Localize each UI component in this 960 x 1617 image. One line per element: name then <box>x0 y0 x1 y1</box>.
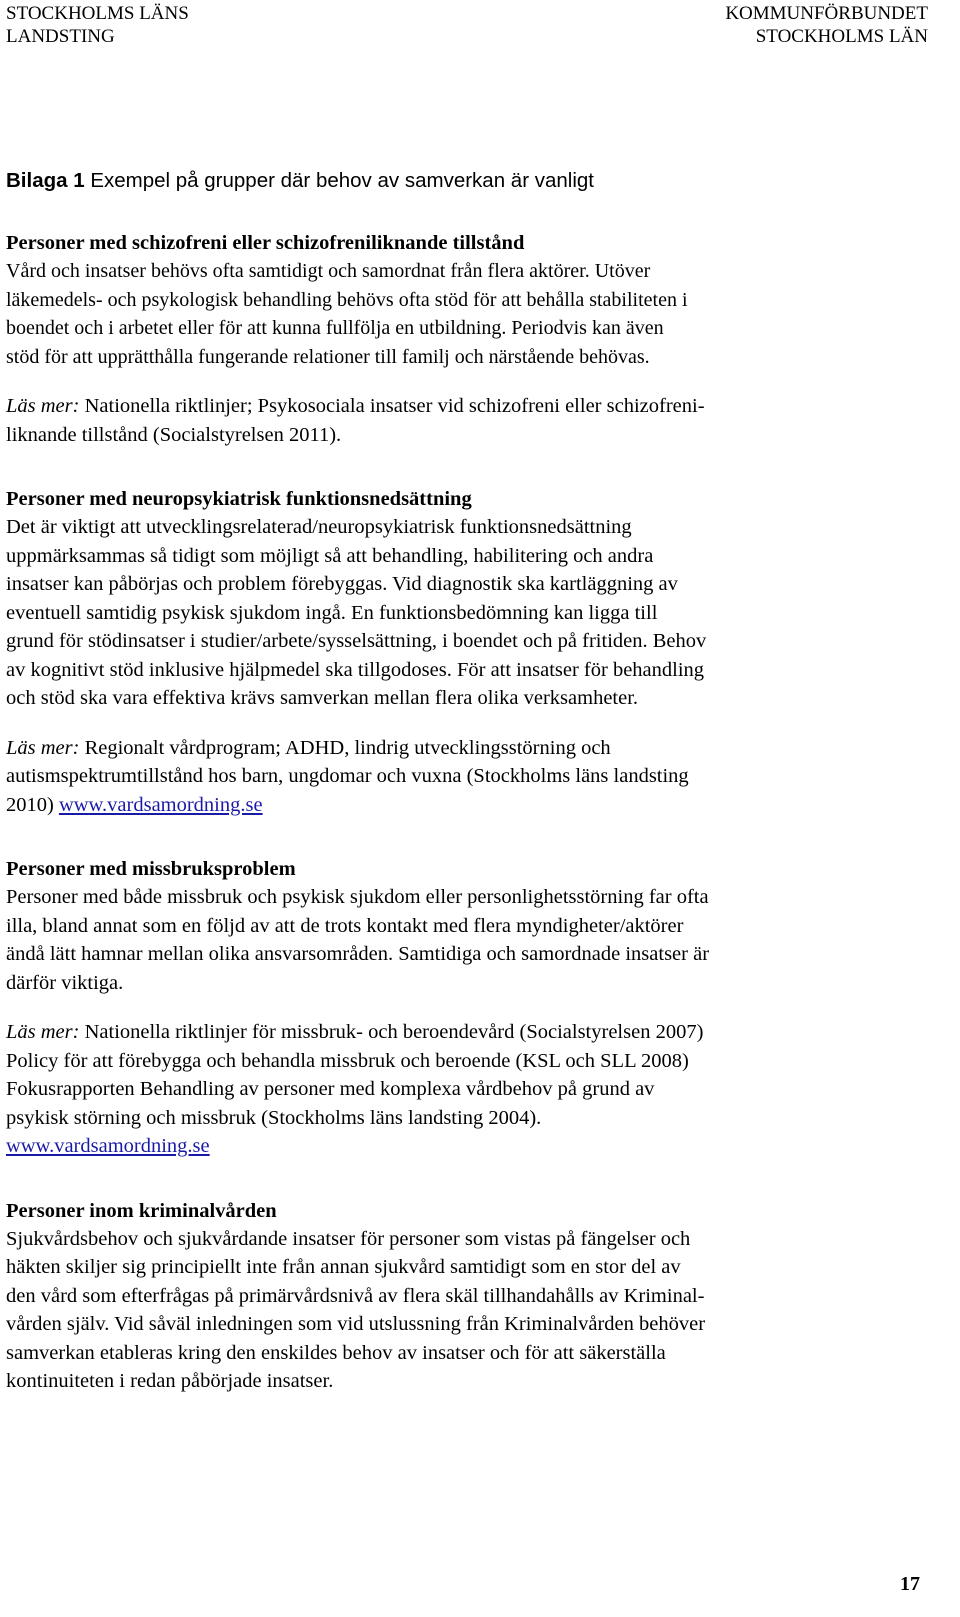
section-kriminalvarden <box>6 1197 876 1396</box>
section-heading: Personer med schizofreni eller schizofreniliknande tillstånd <box>6 232 525 254</box>
header-left-line2: LANDSTING <box>6 26 115 47</box>
section-missbruk <box>6 855 876 1161</box>
header-left-line1: STOCKHOLMS LÄNS <box>6 3 189 24</box>
section-body <box>6 883 876 997</box>
read-more-line: Policy för att förebygga och behandla missbruk och beroende (KSL och SLL 2008) <box>6 1049 689 1072</box>
body-line: av kognitivt stöd inklusive hjälpmedel ska tillgodoses. För att insatser för behandling <box>6 658 705 681</box>
vardsamordning-link[interactable]: www.vardsamordning.se <box>6 1135 210 1157</box>
read-more-line: Regionalt vårdprogram; ADHD, lindrig utvecklingsstörning och <box>79 736 611 759</box>
header-right-line2: STOCKHOLMS LÄN <box>755 26 928 47</box>
section-heading: Personer med neuropsykiatrisk funktionsnedsättning <box>6 488 472 510</box>
page-number: 17 <box>900 1573 920 1595</box>
body-line: stöd för att upprätthålla fungerande relationer till familj och närstående behövas. <box>6 345 650 368</box>
body-line: den vård som efterfrågas på primärvårdsnivå av flera skäl tillhandahålls av Kriminal- <box>6 1284 705 1307</box>
body-line: Sjukvårdsbehov och sjukvårdande insatser för personer som vistas på fängelser och <box>6 1227 691 1250</box>
header-left-organization <box>6 2 189 48</box>
body-line: kontinuiteten i redan påbörjade insatser. <box>6 1370 334 1392</box>
body-line: Vård och insatser behövs ofta samtidigt och samordnat från flera aktörer. Utöver <box>6 260 651 282</box>
read-more-label: Läs mer: <box>6 736 80 759</box>
read-more <box>6 734 876 820</box>
body-line: uppmärksammas så tidigt som möjligt så att behandling, habilitering och andra <box>6 544 654 567</box>
appendix-title <box>6 168 876 194</box>
read-more-label: Läs mer: <box>6 1021 80 1043</box>
appendix-title-text: Exempel på grupper där behov av samverkan är vanligt <box>84 169 594 192</box>
section-body <box>6 513 876 713</box>
section-neuropsykiatrisk <box>6 485 876 819</box>
section-schizofreni <box>6 229 876 449</box>
section-heading: Personer inom kriminalvården <box>6 1199 277 1222</box>
body-line: insatser kan påbörjas och problem förebyggas. Vid diagnostik ska kartläggning av <box>6 573 678 595</box>
body-line: och stöd ska vara effektiva krävs samverkan mellan flera olika verksamheter. <box>6 687 639 709</box>
body-line: samverkan etableras kring den enskildes behov av insatser och för att säkerställa <box>6 1341 666 1364</box>
body-line: vården själv. Vid såväl inledningen som vid utslussning från Kriminalvården behöver <box>6 1313 706 1335</box>
body-line: grund för stödinsatser i studier/arbete/sysselsättning, i boendet och på fritiden. Behov <box>6 630 707 652</box>
section-body <box>6 1225 876 1396</box>
body-line: häkten skiljer sig principiellt inte från annan sjukvård samtidigt som en stor del av <box>6 1256 681 1278</box>
read-more-line: Fokusrapporten Behandling av personer med komplexa vårdbehov på grund av <box>6 1078 655 1100</box>
read-more-line: Nationella riktlinjer för missbruk- och beroendevård (Socialstyrelsen 2007) <box>79 1021 704 1043</box>
read-more-line: 2010) <box>6 793 59 816</box>
appendix-label: Bilaga 1 <box>6 169 85 192</box>
body-line: läkemedels- och psykologisk behandling behövs ofta stöd för att behålla stabiliteten i <box>6 288 688 311</box>
section-heading: Personer med missbruksproblem <box>6 858 296 880</box>
read-more <box>6 392 876 449</box>
body-line: därför viktiga. <box>6 971 124 994</box>
body-line: Det är viktigt att utvecklingsrelaterad/neuropsykiatrisk funktionsnedsättning <box>6 516 632 538</box>
read-more-line: psykisk störning och missbruk (Stockholms läns landsting 2004). <box>6 1106 542 1129</box>
read-more-line: liknande tillstånd (Socialstyrelsen 2011). <box>6 423 342 446</box>
read-more-line: Nationella riktlinjer; Psykosociala insatser vid schizofreni eller schizofreni- <box>79 395 705 417</box>
read-more-label: Läs mer: <box>6 395 80 417</box>
vardsamordning-link[interactable]: www.vardsamordning.se <box>58 793 263 816</box>
section-body <box>6 257 876 371</box>
read-more <box>6 1018 876 1161</box>
document-body <box>6 168 876 1396</box>
header-right-organization <box>725 2 928 48</box>
body-line: Personer med både missbruk och psykisk sjukdom eller personlighetsstörning far ofta <box>6 886 709 908</box>
body-line: illa, bland annat som en följd av att de trots kontakt med flera myndigheter/aktörer <box>6 914 684 937</box>
body-line: boendet och i arbetet eller för att kunna fullfölja en utbildning. Periodvis kan även <box>6 317 664 339</box>
header-right-line1: KOMMUNFÖRBUNDET <box>725 3 928 24</box>
body-line: ändå lätt hamnar mellan olika ansvarsområden. Samtidiga och samordnade insatser är <box>6 943 710 965</box>
read-more-line: autismspektrumtillstånd hos barn, ungdomar och vuxna (Stockholms läns landsting <box>6 765 689 787</box>
body-line: eventuell samtidig psykisk sjukdom ingå. En funktionsbedömning kan ligga till <box>6 601 658 624</box>
